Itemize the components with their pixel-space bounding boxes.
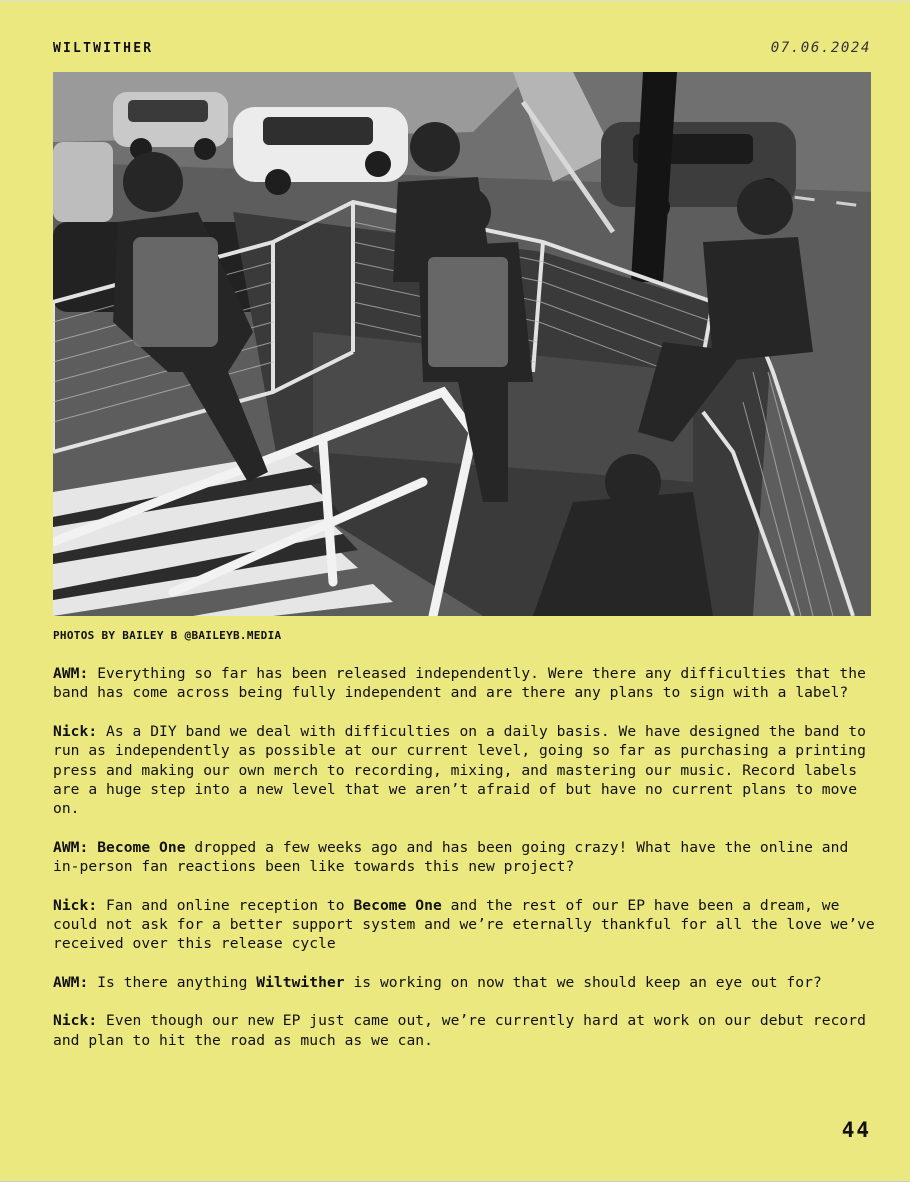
paragraph-text: is working on now that we should keep an eye out for? <box>344 973 822 991</box>
band-name-mention: Wiltwither <box>256 973 345 991</box>
issue-date: 07.06.2024 <box>770 40 871 56</box>
interview-paragraph <box>53 1011 875 1050</box>
band-name-header: WILTWITHER <box>53 41 154 56</box>
band-photo-illustration <box>53 72 871 616</box>
band-photo <box>53 72 871 616</box>
paragraph-text: dropped a few weeks ago and has been going crazy! What have the online and in-person fan reactions been like towards this new project? <box>53 838 849 876</box>
speaker-label: AWM: <box>53 838 89 856</box>
speaker-label: AWM: <box>53 665 89 682</box>
interview-body <box>53 664 875 1069</box>
photo-credit: PHOTOS BY BAILEY B @BAILEYB.MEDIA <box>53 629 282 642</box>
speaker-label: Nick: <box>53 722 98 740</box>
song-title: Become One <box>97 838 186 856</box>
speaker-label: Nick: <box>53 1012 98 1030</box>
page-number: 44 <box>841 1118 871 1142</box>
paragraph-text: Is there anything <box>88 973 257 991</box>
song-title: Become One <box>353 896 442 914</box>
interview-paragraph <box>53 973 875 992</box>
speaker-label: Nick: <box>53 896 98 914</box>
paragraph-text: As a DIY band we deal with difficulties on a daily basis. We have designed the band to run as independently as possible at our current level, going so far as purchasing a printing press and making our own merch to recording, mixing, and mastering our music. Record labels are a huge step into a new level that we aren’t afraid of but have no current plans to move on. <box>53 722 866 818</box>
paragraph-text: and the rest of our EP have been a dream, we could not ask for a better support system and we’re eternally thankful for all the love we’ve received over this release cycle <box>53 896 875 953</box>
speaker-label: AWM: <box>53 973 89 991</box>
interview-paragraph <box>53 896 875 954</box>
paragraph-text: Fan and online reception to <box>97 896 354 914</box>
paragraph-text <box>88 839 97 856</box>
interview-paragraph <box>53 722 875 819</box>
paragraph-text: Everything so far has been released independently. Were there any difficulties that the band has come across being fully independent and are there any plans to sign with a label? <box>53 665 866 702</box>
interview-paragraph <box>53 664 875 703</box>
paragraph-text: Even though our new EP just came out, we’re currently hard at work on our debut record and plan to hit the road as much as we can. <box>53 1012 866 1049</box>
interview-paragraph <box>53 838 875 877</box>
